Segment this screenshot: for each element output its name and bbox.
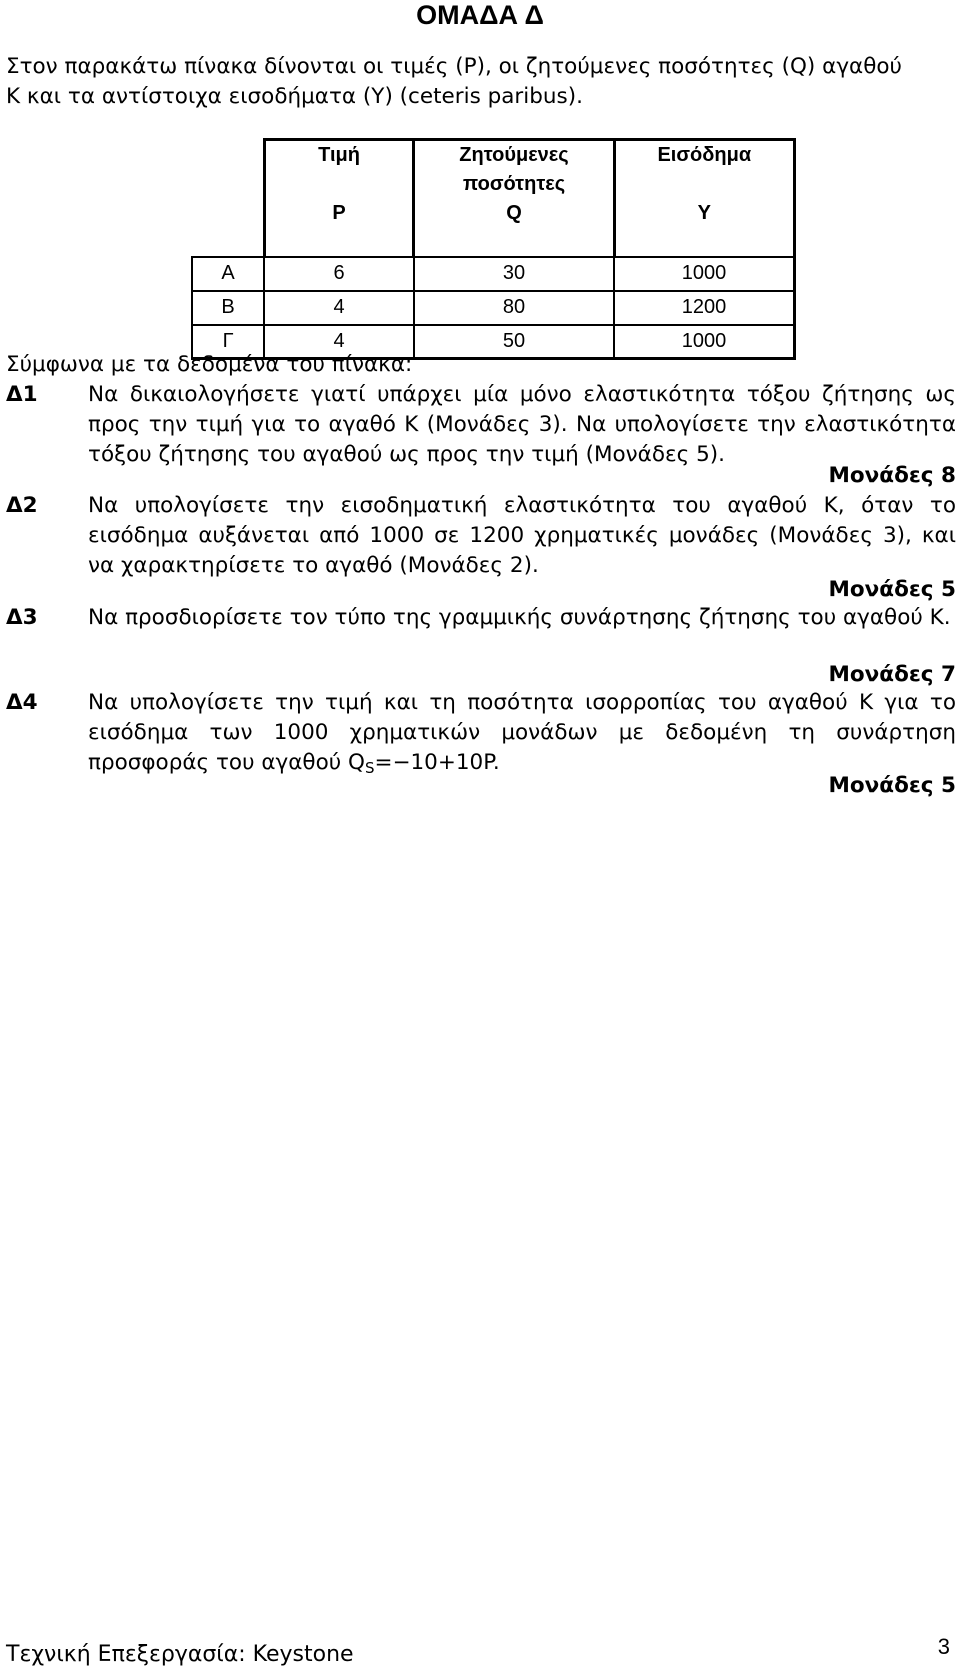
question-label: Δ3	[6, 605, 38, 630]
header-price-symbol: P	[332, 202, 346, 224]
question-text: Να προσδιορίσετε τον τύπο της γραμμικής συνάρτησης ζήτησης του αγαθού Κ.	[88, 605, 951, 630]
intro-line-2: Κ και τα αντίστοιχα εισοδήματα (Υ) (ceteris paribus).	[6, 84, 583, 109]
table-header-row	[192, 140, 795, 257]
question-d4	[6, 688, 956, 783]
cell-quantity: 50	[414, 325, 614, 359]
marks-d2: Μονάδες 5	[828, 577, 956, 602]
question-label: Δ1	[6, 382, 38, 407]
header-quantity-symbol: Q	[506, 202, 522, 224]
row-label: Γ	[192, 325, 264, 359]
row-label: Α	[192, 257, 264, 291]
header-income-name: Εισόδημα	[657, 144, 752, 166]
header-quantity	[414, 140, 614, 257]
header-price	[264, 140, 414, 257]
intro-line-1: Στον παρακάτω πίνακα δίνονται οι τιμές (P), οι ζητούμενες ποσότητες (Q) αγαθού	[6, 54, 902, 79]
cell-price: 4	[264, 325, 414, 359]
data-table	[191, 138, 796, 360]
header-price-name: Τιμή	[318, 144, 360, 166]
table-corner-cell	[192, 140, 264, 257]
questions-lead: Σύμφωνα με τα δεδομένα του πίνακα:	[6, 352, 413, 377]
section-title: ΟΜΑΔΑ Δ	[416, 0, 544, 30]
table-row	[192, 257, 795, 291]
question-d2	[6, 491, 956, 581]
question-label: Δ2	[6, 493, 38, 518]
question-d3	[6, 603, 956, 633]
supply-subscript: S	[364, 759, 375, 777]
page-number: 3	[937, 1634, 950, 1659]
marks-d4: Μονάδες 5	[828, 773, 956, 798]
header-income-symbol: Y	[697, 202, 711, 224]
header-income-name2	[616, 170, 793, 199]
header-quantity-name2: ποσότητες	[462, 173, 566, 195]
footer-text: Τεχνική Επεξεργασία: Keystone	[6, 1642, 354, 1667]
question-text	[88, 688, 956, 783]
intro-paragraph	[6, 52, 956, 112]
header-price-name2	[266, 170, 413, 199]
supply-function: =−10+10P.	[374, 750, 500, 775]
cell-quantity: 30	[414, 257, 614, 291]
question-label: Δ4	[6, 690, 38, 715]
table-row	[192, 291, 795, 325]
cell-income: 1200	[614, 291, 794, 325]
row-label: Β	[192, 291, 264, 325]
cell-income: 1000	[614, 257, 794, 291]
marks-d1: Μονάδες 8	[828, 463, 956, 488]
cell-price: 6	[264, 257, 414, 291]
marks-d3: Μονάδες 7	[828, 662, 956, 687]
question-text: Να υπολογίσετε την εισοδηματική ελαστικότητα του αγαθού Κ, όταν το εισόδημα αυξάνεται από 1000 σε 1200 χρηματικές μονάδες (Μονάδες 3), και να χαρακτηρίσετε το αγαθό (Μονάδες 2).	[88, 493, 956, 578]
question-text-main: Να υπολογίσετε την τιμή και τη ποσότητα ισορροπίας του αγαθού Κ για το εισόδημα των 1000 χρηματικών μονάδων με δεδομένη τη συνάρτηση προσφοράς του αγαθού Q	[88, 690, 956, 775]
header-income	[614, 140, 794, 257]
cell-price: 4	[264, 291, 414, 325]
cell-income: 1000	[614, 325, 794, 359]
question-d1	[6, 380, 956, 470]
header-quantity-name: Ζητούμενες	[459, 144, 569, 166]
question-text: Να δικαιολογήσετε γιατί υπάρχει μία μόνο ελαστικότητα τόξου ζήτησης ως προς την τιμή για το αγαθό Κ (Μονάδες 3). Να υπολογίσετε την ελαστικότητα τόξου ζήτησης του αγαθού ως προς την τιμή (Μονάδες 5).	[88, 382, 956, 467]
cell-quantity: 80	[414, 291, 614, 325]
